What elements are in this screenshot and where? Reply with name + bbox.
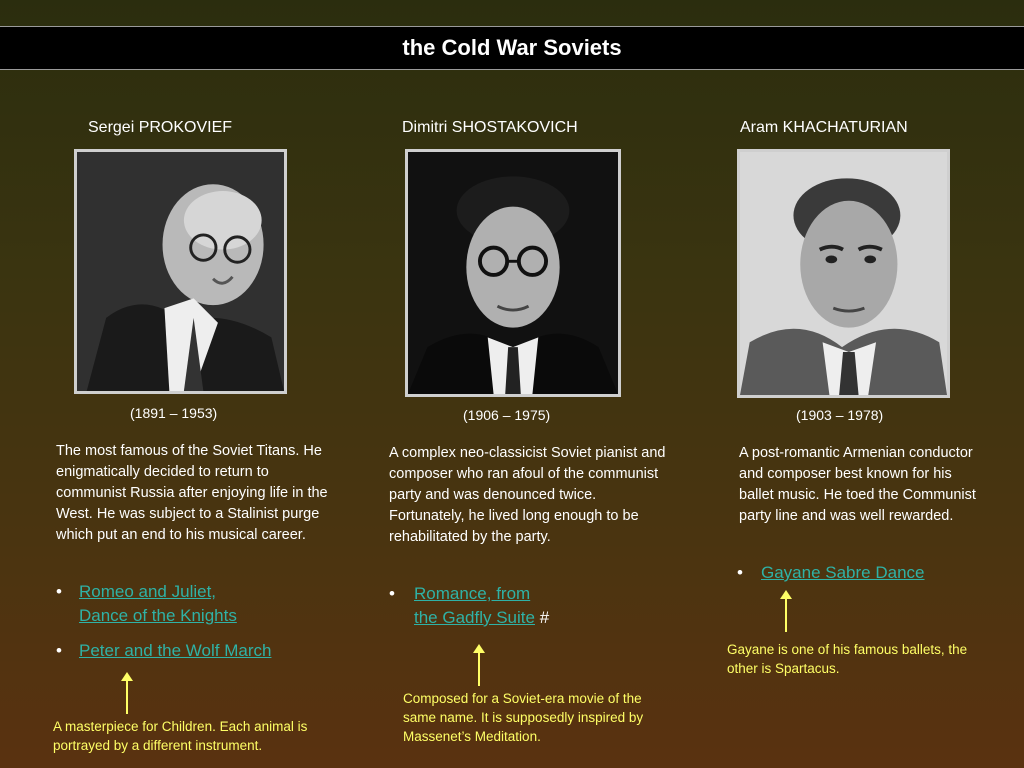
- note-khachaturian: Gayane is one of his famous ballets, the other is Spartacus.: [727, 642, 968, 676]
- list-item-peter-wolf: [56, 639, 316, 663]
- portrait-prokofiev: [74, 149, 287, 394]
- portrait-khachaturian: [737, 149, 950, 398]
- slide-title: the Cold War Soviets: [0, 26, 1024, 70]
- composer-description-prokofiev: The most famous of the Soviet Titans. He enigmatically decided to return to communist Russia after enjoying life in the West. He was subject to a Stalinist purge which put an end to his musical career.: [56, 443, 328, 543]
- bullet-marker: •: [737, 563, 743, 582]
- link-gadfly-suffix: #: [534, 608, 550, 627]
- composer-name-khachaturian: Aram KHACHATURIAN: [740, 119, 908, 136]
- list-item-gayane: [737, 561, 997, 585]
- link-gadfly-line1[interactable]: Romance, from: [414, 584, 531, 603]
- composer-name-shostakovich: Dimitri SHOSTAKOVICH: [402, 119, 578, 136]
- link-romeo-juliet-line2[interactable]: Dance of the Knights: [79, 606, 237, 625]
- composer-name-prokofiev: Sergei PROKOVIEF: [88, 119, 233, 136]
- composer-description-khachaturian: A post-romantic Armenian conductor and composer best known for his ballet music. He toed the Communist party line and was well rewarded.: [739, 445, 976, 524]
- bullet-marker: •: [56, 641, 62, 660]
- list-item-romeo-juliet: [56, 580, 316, 628]
- link-gadfly-line2[interactable]: the Gadfly Suite: [414, 608, 535, 627]
- arrow-up-icon: [780, 590, 792, 632]
- link-gayane[interactable]: Gayane Sabre Dance: [761, 563, 925, 582]
- composer-dates-prokofiev: (1891 – 1953): [130, 405, 218, 421]
- portrait-shostakovich: [405, 149, 621, 397]
- composer-dates-khachaturian: (1903 – 1978): [796, 407, 884, 423]
- link-peter-wolf[interactable]: Peter and the Wolf March: [79, 641, 272, 660]
- link-romeo-juliet-line1[interactable]: Romeo and Juliet,: [79, 582, 217, 601]
- composer-dates-shostakovich: (1906 – 1975): [463, 407, 551, 423]
- list-item-gadfly: [389, 582, 649, 630]
- note-shostakovich: Composed for a Soviet-era movie of the same name. It is supposedly inspired by Massenet’s Meditation.: [403, 691, 644, 744]
- arrow-up-icon: [121, 672, 133, 714]
- bullet-marker: •: [56, 582, 62, 601]
- note-prokofiev: A masterpiece for Children. Each animal is portrayed by a different instrument.: [53, 719, 308, 753]
- composer-description-shostakovich: A complex neo-classicist Soviet pianist and composer who ran afoul of the communist party and was denounced twice. Fortunately, he lived long enough to be rehabilitated by the party.: [389, 445, 666, 545]
- arrow-up-icon: [473, 644, 485, 686]
- bullet-marker: •: [389, 584, 395, 603]
